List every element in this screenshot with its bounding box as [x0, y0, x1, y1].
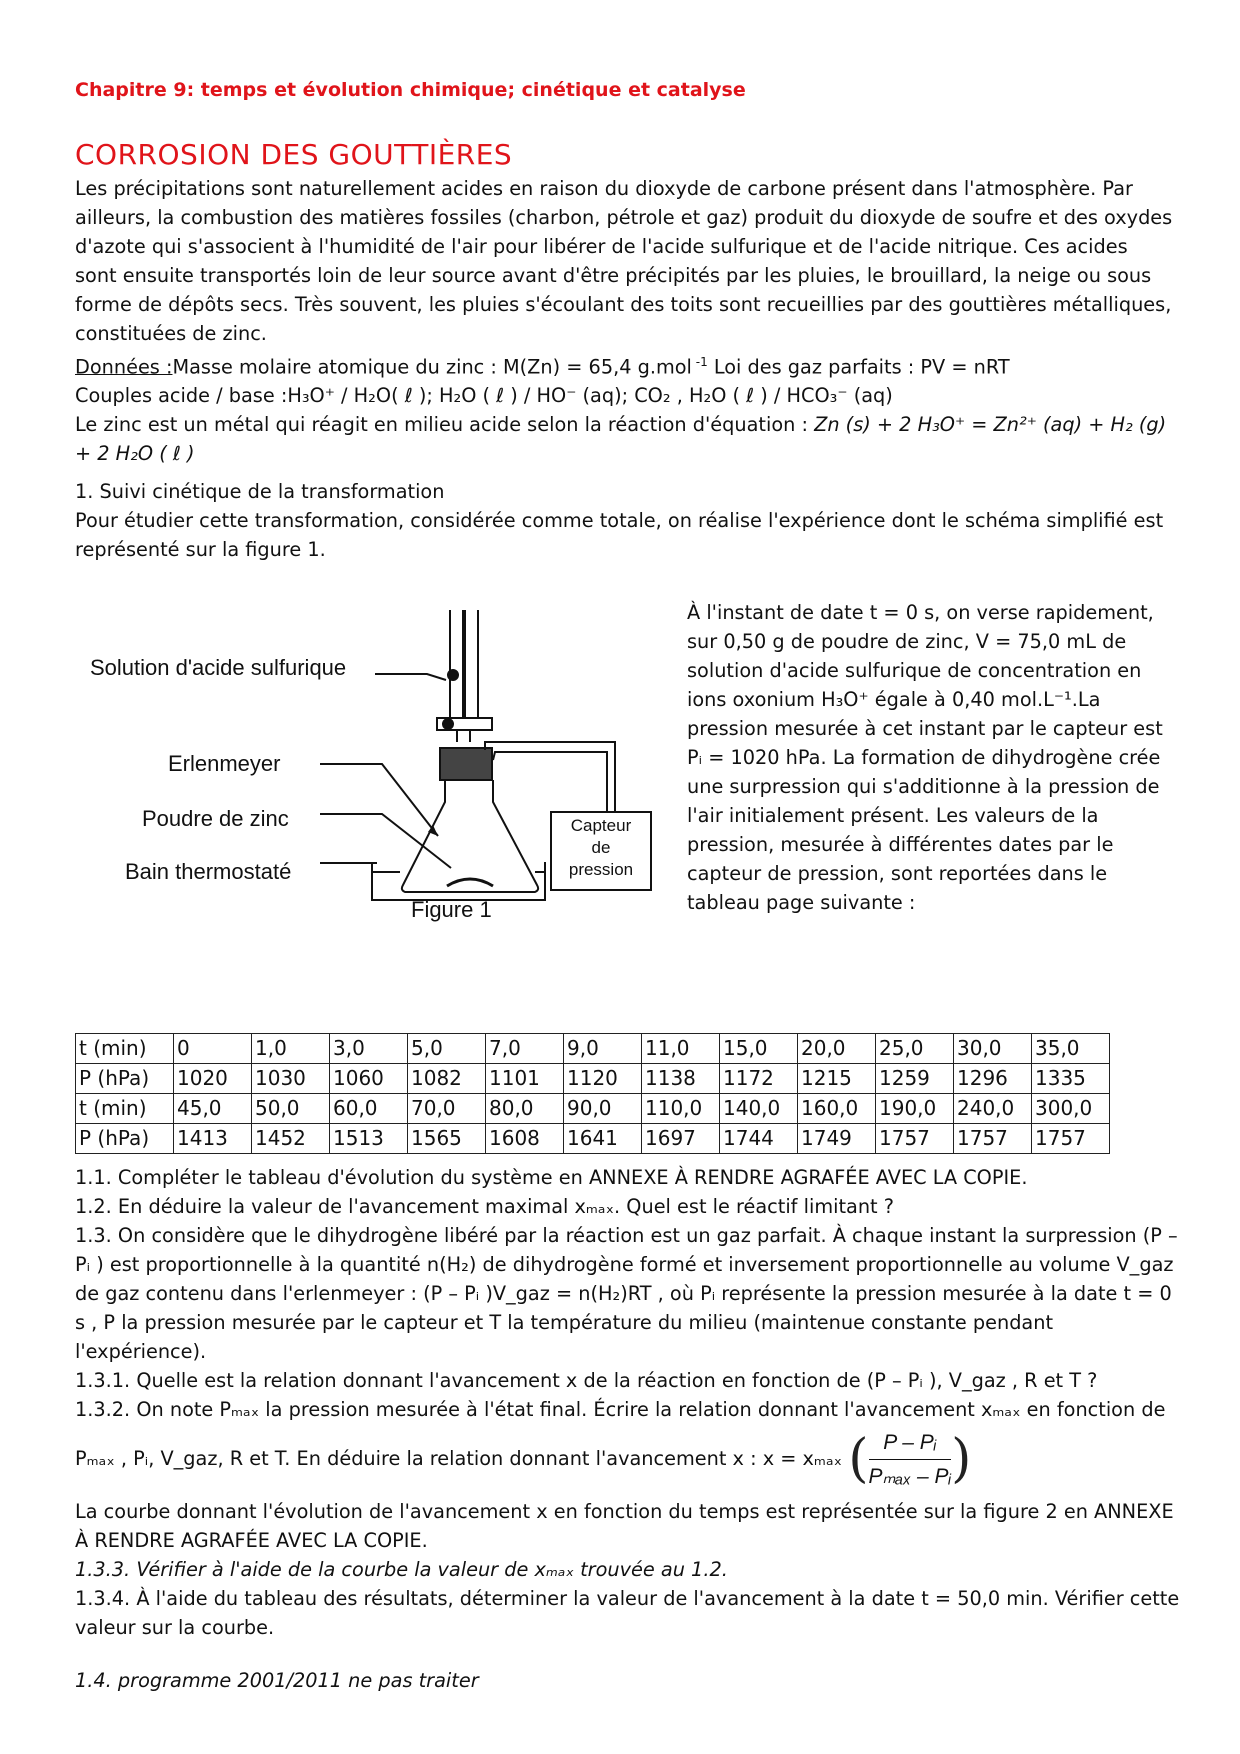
- table-cell: 140,0: [720, 1094, 798, 1124]
- table-cell: 3,0: [330, 1034, 408, 1064]
- table-cell: 1452: [252, 1124, 330, 1154]
- donnees-text: Masse molaire atomique du zinc : M(Zn) = 65,4 g.mol: [172, 355, 692, 379]
- table-cell: 90,0: [564, 1094, 642, 1124]
- table-cell: 110,0: [642, 1094, 720, 1124]
- pressure-table: [75, 1033, 1110, 1154]
- question-1-3-2-formula-line: [75, 1428, 1185, 1491]
- table-cell: 0: [174, 1034, 252, 1064]
- table-cell: 1757: [954, 1124, 1032, 1154]
- table-cell: 1060: [330, 1064, 408, 1094]
- question-1-3-4: 1.3.4. À l'aide du tableau des résultats, déterminer la valeur de l'avancement à la date t = 50,0 min. Vérifier cette valeur sur la courbe.: [75, 1587, 1180, 1639]
- experiment-description: À l'instant de date t = 0 s, on verse rapidement, sur 0,50 g de poudre de zinc, V = 75,0 mL de solution d'acide sulfurique de concentration en ions oxonium H₃O⁺ égale à 0,40 mol.L⁻¹.La pression mesurée à cet instant par le capteur est Pᵢ = 1020 hPa. La formation de dihydrogène crée une surpression qui s'additionne à la pression de l'air initialement présent. Les valeurs de la pression, mesurée à différentes dates par le capteur de pression, sont reportées dans le tableau page suivante :: [687, 601, 1163, 914]
- table-row: [76, 1064, 1110, 1094]
- sensor-label-line2: de: [591, 838, 611, 857]
- table-cell: 240,0: [954, 1094, 1032, 1124]
- label-acide: Solution d'acide sulfurique: [90, 655, 347, 680]
- question-1-3: 1.3. On considère que le dihydrogène libéré par la réaction est un gaz parfait. À chaque instant la surpression (P – Pᵢ ) est proportionnelle à la quantité n(H₂) de dihydrogène formé et inversement proportionnelle au volume V_gaz de gaz contenu dans l'erlenmeyer : (P – Pᵢ )V_gaz = n(H₂)RT , où Pᵢ représente la pression mesurée à la date t = 0 s , P la pression mesurée par le capteur et T la température du milieu (maintenue constante pendant l'expérience).: [75, 1224, 1178, 1363]
- table-cell: 1749: [798, 1124, 876, 1154]
- table-cell: 1335: [1032, 1064, 1110, 1094]
- burette-tip: [457, 730, 470, 742]
- label-erlenmeyer: Erlenmeyer: [168, 751, 281, 776]
- table-cell: 35,0: [1032, 1034, 1110, 1064]
- table-row: [76, 1034, 1110, 1064]
- question-1-3-3: 1.3.3. Vérifier à l'aide de la courbe la valeur de xₘₐₓ trouvée au 1.2.: [75, 1558, 728, 1581]
- table-cell: 7,0: [486, 1034, 564, 1064]
- table-cell: 9,0: [564, 1034, 642, 1064]
- sensor-label-line1: Capteur: [570, 816, 632, 835]
- table-cell: 20,0: [798, 1034, 876, 1064]
- table-cell: 1030: [252, 1064, 330, 1094]
- question-1-2: 1.2. En déduire la valeur de l'avancement maximal xₘₐₓ. Quel est le réactif limitant ?: [75, 1195, 894, 1218]
- donnees-line: [75, 348, 1175, 381]
- figure-1-caption: Figure 1: [411, 897, 492, 922]
- label-zinc: Poudre de zinc: [142, 806, 289, 831]
- erlenmeyer-flask: [402, 780, 538, 892]
- table-cell: 1296: [954, 1064, 1032, 1094]
- table-cell: 1565: [408, 1124, 486, 1154]
- question-1-4: 1.4. programme 2001/2011 ne pas traiter: [75, 1669, 479, 1692]
- donnees-label: Données :: [75, 355, 173, 379]
- table-cell: 45,0: [174, 1094, 252, 1124]
- burette-tube: [450, 610, 478, 718]
- table-cell: 160,0: [798, 1094, 876, 1124]
- table-cell: 25,0: [876, 1034, 954, 1064]
- intro-section: [75, 174, 1175, 468]
- table-row-header: P (hPa): [76, 1124, 174, 1154]
- table-cell: 1215: [798, 1064, 876, 1094]
- table-cell: 80,0: [486, 1094, 564, 1124]
- table-row-header: t (min): [76, 1034, 174, 1064]
- flask-stopper: [440, 748, 492, 780]
- fraction-numerator: P – Pᵢ: [869, 1428, 952, 1460]
- table-cell: 1744: [720, 1124, 798, 1154]
- question-1-1: 1.1. Compléter le tableau d'évolution du système en ANNEXE À RENDRE AGRAFÉE AVEC LA COPIE.: [75, 1166, 1028, 1189]
- table-cell: 1697: [642, 1124, 720, 1154]
- gaz-law: Loi des gaz parfaits : PV = nRT: [707, 355, 1010, 379]
- table-cell: 70,0: [408, 1094, 486, 1124]
- acid-pointer: [375, 674, 446, 680]
- table-row-header: P (hPa): [76, 1064, 174, 1094]
- table-row: [76, 1124, 1110, 1154]
- table-cell: 30,0: [954, 1034, 1032, 1064]
- fraction-denominator: Pₘₐₓ – Pᵢ: [868, 1465, 952, 1488]
- table-cell: 1020: [174, 1064, 252, 1094]
- stopcock-tap: [443, 719, 453, 729]
- donnees-exponent: -1: [691, 355, 708, 369]
- table-cell: 60,0: [330, 1094, 408, 1124]
- erlenmeyer-pointer: [320, 764, 438, 836]
- table-cell: 1413: [174, 1124, 252, 1154]
- intro-paragraph: Les précipitations sont naturellement acides en raison du dioxyde de carbone présent dans l'atmosphère. Par ailleurs, la combustion des matières fossiles (charbon, pétrole et gaz) produit du dioxyde de soufre et des oxydes d'azote qui s'associent à l'humidité de l'air pour libérer de l'acide sulfurique et de l'acide nitrique. Ces acides sont ensuite transportés loin de leur source avant d'être précipités par les pluies, le brouillard, la neige ou sous forme de dépôts secs. Très souvent, les pluies s'écoulant des toits sont recueillies par des gouttières métalliques, constituées de zinc.: [75, 177, 1173, 345]
- label-bain: Bain thermostaté: [125, 859, 292, 884]
- reaction-equation: Zn (s) + 2 H₃O⁺ = Zn²⁺ (aq) + H₂ (g) + 2 H₂O ( ℓ ): [75, 413, 1167, 466]
- sensor-label-line3: pression: [568, 860, 634, 879]
- table-cell: 1120: [564, 1064, 642, 1094]
- reaction-text: Le zinc est un métal qui réagit en milieu acide selon la réaction d'équation :: [75, 413, 815, 437]
- pressure-tube: [485, 742, 615, 812]
- zinc-pointer: [320, 814, 451, 868]
- zinc-powder: [447, 879, 493, 886]
- section1-text: Pour étudier cette transformation, considérée comme totale, on réalise l'expérience dont le schéma simplifié est représenté sur la figure 1.: [75, 509, 1164, 561]
- question-1-3-1: 1.3.1. Quelle est la relation donnant l'avancement x de la réaction en fonction de (P – Pᵢ ), V_gaz , R et T ?: [75, 1369, 1098, 1392]
- page-title: CORROSION DES GOUTTIÈRES: [75, 138, 513, 171]
- table-cell: 1138: [642, 1064, 720, 1094]
- couples-line: Couples acide / base :H₃O⁺ / H₂O( ℓ ); H₂O ( ℓ ) / HO⁻ (aq); CO₂ , H₂O ( ℓ ) / HCO₃⁻ (aq): [75, 384, 893, 408]
- courbe-text: La courbe donnant l'évolution de l'avancement x en fonction du temps est représentée sur la figure 2 en ANNEXE À RENDRE AGRAFÉE AVEC LA COPIE.: [75, 1500, 1174, 1552]
- table-cell: 1757: [1032, 1124, 1110, 1154]
- table-row: [76, 1094, 1110, 1124]
- left-paren: (: [848, 1429, 869, 1489]
- table-cell: 1172: [720, 1064, 798, 1094]
- formula-text: Pₘₐₓ , Pᵢ, V_gaz, R et T. En déduire la relation donnant l'avancement x : x = xₘₐₓ: [75, 1447, 843, 1470]
- question-1-3-2: 1.3.2. On note Pₘₐₓ la pression mesurée à l'état final. Écrire la relation donnant l'avancement xₘₐₓ en fonction de: [75, 1398, 1166, 1421]
- table-cell: 1101: [486, 1064, 564, 1094]
- table-cell: 1757: [876, 1124, 954, 1154]
- table-cell: 1608: [486, 1124, 564, 1154]
- table-cell: 11,0: [642, 1034, 720, 1064]
- reaction-line: [75, 410, 1175, 468]
- table-cell: 1259: [876, 1064, 954, 1094]
- section1-heading: 1. Suivi cinétique de la transformation: [75, 480, 445, 503]
- questions-section: [75, 1163, 1185, 1695]
- table-cell: 1641: [564, 1124, 642, 1154]
- burette-level-mark: [448, 670, 458, 680]
- pressure-fraction: [869, 1428, 952, 1491]
- table-cell: 1513: [330, 1124, 408, 1154]
- table-cell: 15,0: [720, 1034, 798, 1064]
- table-cell: 190,0: [876, 1094, 954, 1124]
- table-cell: 300,0: [1032, 1094, 1110, 1124]
- table-cell: 50,0: [252, 1094, 330, 1124]
- table-cell: 1082: [408, 1064, 486, 1094]
- chapter-heading: Chapitre 9: temps et évolution chimique; cinétique et catalyse: [75, 79, 746, 101]
- table-cell: 5,0: [408, 1034, 486, 1064]
- sensor-label: [551, 815, 651, 881]
- table-cell: 1,0: [252, 1034, 330, 1064]
- figure-1-diagram: [75, 600, 675, 940]
- table-row-header: t (min): [76, 1094, 174, 1124]
- section1: [75, 477, 1175, 564]
- right-paren: ): [951, 1429, 972, 1489]
